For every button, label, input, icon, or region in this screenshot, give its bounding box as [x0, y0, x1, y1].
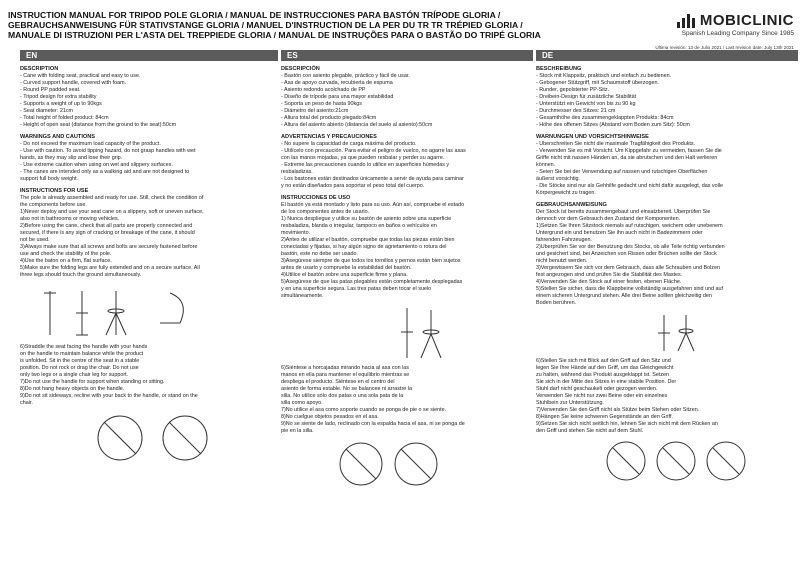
illustration-setup-steps: [20, 283, 278, 341]
text-line: conectadas y fijadas, si hay algún signo de agrietamiento o rotura del: [281, 244, 447, 250]
text-line: - Los bastones están destinados únicamente a servir de ayuda para caminar: [281, 176, 464, 182]
section-title: INSTRUCCIONES DE USO: [281, 195, 351, 201]
text-line: - Asiento redondo acolchado de PP: [281, 87, 366, 93]
en-after-fig: [20, 344, 278, 407]
text-line: - Supports a weight of up to 90kgs: [20, 101, 102, 107]
text-line: Stuhl darf nicht geschaukelt oder gezogen werden.: [536, 386, 658, 392]
text-line: - Die Stöcke sind nur als Gehhilfe gedacht und nicht dafür ausgelegt, das volle: [536, 183, 723, 189]
text-line: - Use with caution. To avoid tipping hazard, do not grasp handles with wet: [20, 148, 196, 154]
text-line: dennoch vor dem Gebrauch den Zustand der Komponenten.: [536, 216, 681, 222]
brand-logo: [644, 12, 794, 37]
text-line: 8)Do not hang heavy objects on the handle.: [20, 386, 125, 392]
text-line: silla. No utilice sólo dos patas o una sola pata de la: [281, 393, 404, 399]
text-line: bastón, este no debe ser usado.: [281, 251, 359, 257]
text-line: - Curved support handle, covered with foam.: [20, 80, 127, 86]
text-line: - Cane with folding seat, practical and easy to use.: [20, 73, 141, 79]
section-title: GEBRAUCHSANWEISUNG: [536, 202, 607, 208]
text-line: resbaladizas.: [281, 169, 313, 175]
text-line: 7)No utilice el asa como soporte cuando se ponga de pie o se siente.: [281, 407, 447, 413]
section-title: WARNUNGEN UND VORSICHTSHINWEISE: [536, 134, 649, 140]
text-line: - Soporta un peso de hasta 90kgs: [281, 101, 362, 107]
text-line: - Round PP padded seat.: [20, 87, 81, 93]
text-line: 3)Asegúrese siempre de que todos los tornillos y pernos están bien sujetos: [281, 258, 461, 264]
text-line: - Gesamthöhe des zusammengeklappten Produkts: 84cm: [536, 115, 674, 121]
text-line: 7)Verwenden Sie den Griff nicht als Stütze beim Stehen oder Sitzen.: [536, 407, 700, 413]
text-line: - Bastón con asiento plegable, práctico y fácil de usar.: [281, 73, 410, 79]
text-line: 6)Siéntese a horcajadas mirando hacia al asa con las: [281, 365, 409, 371]
text-line: pie en la silla.: [281, 428, 314, 434]
text-line: zu halten, während das Produkt ausgeklappt ist. Setzen: [536, 372, 670, 378]
illustration-warnings: [20, 411, 278, 465]
text-line: - Utilícelo con precaución. Para evitar el peligro de vuelco, no agarre las asas: [281, 148, 466, 154]
text-line: - Gebogener Stützgriff, mit Schaumstoff überzogen.: [536, 80, 659, 86]
text-line: 7)Do not use the handle for support when standing or sitting.: [20, 379, 165, 385]
text-line: is unfolded. Sit in the centre of the seat in a stable: [20, 358, 140, 364]
es-after-fig: [281, 365, 533, 435]
text-line: support full body weight.: [20, 176, 79, 182]
text-line: nicht benutzt werden.: [536, 258, 588, 264]
column-de: [536, 50, 798, 566]
text-line: 5)Stellen Sie sicher, dass die Klappbeine vollständig ausgefahren sind und auf: [536, 286, 724, 292]
revision-date: Última revisión: 13 de Julio 2021 / Last revision date: July 13th 2021: [655, 45, 794, 50]
es-sections: [281, 66, 533, 300]
text-line: Verwenden Sie nicht nur zwei Beine oder ein einzelnes: [536, 393, 668, 399]
text-line: y en una superficie segura. Las tres patas deben tocar el suelo: [281, 286, 432, 292]
text-line: - Asa de apoyo curvada, recubierta de espuma: [281, 80, 393, 86]
text-line: Sie sich in der Mitte des Sitzes in eine stabile Position. Der: [536, 379, 677, 385]
lang-header-en: EN: [20, 50, 278, 61]
text-line: simultáneamente.: [281, 293, 324, 299]
brand-name: MOBICLINIC: [699, 12, 794, 29]
text-line: chair.: [20, 400, 33, 406]
text-line: - Diseño de trípode para una mayor estabilidad: [281, 94, 394, 100]
illustration-warnings: [281, 439, 533, 489]
text-line: fest angezogen sind und prüfen Sie die Stabilität des Mastes.: [536, 272, 683, 278]
text-line: und gesichert sind, bei Anzeichen von Rissen oder Brüchen sollte der Stock: [536, 251, 717, 257]
text-line: 5)Make sure the folding legs are fully extended and on a secure surface. All: [20, 265, 200, 271]
text-line: 3)Vergewissern Sie sich vor dem Gebrauch, dass alle Schrauben und Bolzen: [536, 265, 720, 271]
text-line: despliega el producto. Siéntese en el centro del: [281, 379, 395, 385]
text-line: Boden berühren.: [536, 300, 577, 306]
text-line: 9)Setzen Sie sich nicht seitlich hin, lehnen Sie sich nicht mit dem Rücken an: [536, 421, 718, 427]
text-line: El bastón ya está montado y listo para su uso. Aún así, compruebe el estado: [281, 202, 465, 208]
text-line: 8)Hängen Sie keine schweren Gegenstände an den Griff.: [536, 414, 673, 420]
en-sections: [20, 66, 278, 279]
text-line: 5)Asegúrese de que las patas plegables están completamente desplegadas: [281, 279, 463, 285]
text-line: 2)Before using the cane, check that all parts are properly connected and: [20, 223, 193, 229]
text-line: resbaladiza, blanda o irregular, tampoco en baños o vehículos en: [281, 223, 437, 229]
text-line: 4)Use the baton on a firm, flat surface.: [20, 258, 112, 264]
text-line: Der Stock ist bereits zusammengebaut und einsatzbereit. Überprüfen Sie: [536, 209, 711, 215]
text-line: also not in bathrooms or moving vehicles.: [20, 216, 120, 222]
text-line: - Use extreme caution when using on wet and slippery surfaces.: [20, 162, 173, 168]
text-line: the components before use.: [20, 202, 87, 208]
text-line: 9)No se siente de lado, reclinado con la espalda hacia el asa, ni se ponga de: [281, 421, 465, 427]
text-line: silla como apoyo.: [281, 400, 323, 406]
text-line: 3)Always make sure that all screws and bolts are securely fastened before: [20, 244, 198, 250]
text-line: 8)No cuelgue objetos pesados en el asa.: [281, 414, 379, 420]
text-line: einem sicheren Untergrund stehen. Alle drei Beine sollten gleichzeitig den: [536, 293, 712, 299]
text-line: - Stock mit Klappsitz, praktisch und einfach zu bedienen.: [536, 73, 672, 79]
section-title: WARNINGS AND CAUTIONS: [20, 134, 95, 140]
section-title: DESCRIPTION: [20, 66, 59, 72]
text-line: den Griff und stehen Sie nicht auf dem Stuhl.: [536, 428, 644, 434]
text-line: - No supere la capacidad de carga máxima del producto.: [281, 141, 417, 147]
text-line: - Altura total del producto plegado:84cm: [281, 115, 377, 121]
text-line: fahrenden Fahrzeugen.: [536, 237, 593, 243]
logo-icon: [677, 14, 695, 28]
title-line: MANUALE DI ISTRUZIONI PER L'ASTA DEL TREPPIEDE GLORIA / MANUAL DE INSTRUÇÕES PARA O BASTÃO DO TRIPÉ GLORIA: [8, 30, 541, 40]
text-line: - Altura del asiento abierto (distancia del suelo al asiento):50cm: [281, 122, 433, 128]
text-line: - Total height of folded product: 84cm: [20, 115, 109, 121]
text-line: not be used.: [20, 237, 50, 243]
text-line: 6)Straddle the seat facing the handle with your hands: [20, 344, 148, 350]
text-line: hands, as they may slip and lose their grip.: [20, 155, 123, 161]
text-line: können.: [536, 162, 556, 168]
title-line: INSTRUCTION MANUAL FOR TRIPOD POLE GLORIA / MANUAL DE INSTRUCCIONES PARA BASTÓN TRÍPODE GLORIA /: [8, 10, 501, 20]
text-line: The pole is already assembled and ready for use. Still, check the condition of: [20, 195, 204, 201]
text-line: - Seien Sie bei der Verwendung auf nassen und rutschigen Oberflächen: [536, 169, 708, 175]
text-line: legen Sie Ihre Hände auf den Griff, um das Gleichgewicht: [536, 365, 674, 371]
text-line: 4)Verwenden Sie den Stock auf einer festen, ebenen Fläche.: [536, 279, 682, 285]
text-line: - Dreibein-Design für zusätzliche Stabilität: [536, 94, 637, 100]
text-line: - Diámetro del asiento:21cm: [281, 108, 349, 114]
lang-header-de: DE: [536, 50, 798, 61]
text-line: - The canes are intended only as a walking aid and are not designed to: [20, 169, 190, 175]
text-line: 1)Setzen Sie Ihren Sitzstock niemals auf rutschigen, weichem oder unebenem: [536, 223, 723, 229]
title-line: GEBRAUCHSANWEISUNG FÜR STATIVSTANGE GLORIA / MANUEL D'INSTRUCTION DE LA PER DU TR TR TRÉPIED GLORIA /: [8, 20, 523, 30]
de-after-fig: [536, 358, 798, 435]
text-line: antes de usarlo y compruebe la estabilidad del bastón.: [281, 265, 412, 271]
text-line: 9)Do not sit sideways, recline with your back to the handle, or stand on the: [20, 393, 198, 399]
section-title: DESCRIPCIÓN: [281, 66, 320, 72]
text-line: manos en ella para mantener el equilibrio mientras se: [281, 372, 410, 378]
text-line: de los componentes antes de usarlo.: [281, 209, 370, 215]
text-line: - Height of open seat (distance from the ground to the seat):50cm: [20, 122, 177, 128]
text-line: asiento de forma estable. No se balancee ni arrastre la: [281, 386, 412, 392]
text-line: - Runder, gepolsterter PP-Sitz.: [536, 87, 610, 93]
text-line: three legs should touch the ground simultaneously.: [20, 272, 142, 278]
text-line: con las manos mojadas, ya que pueden resbalar y perder su agarre.: [281, 155, 445, 161]
text-line: äußerst vorsichtig.: [536, 176, 581, 182]
column-es: [281, 50, 533, 566]
de-sections: [536, 66, 798, 307]
section-title: INSTRUCTIONS FOR USE: [20, 188, 89, 194]
text-line: use and check the stability of the pole.: [20, 251, 112, 257]
brand-tagline: Spanish Leading Company Since 1985: [681, 30, 794, 37]
text-line: Untergrund ein und benutzen Sie ihn auch nicht in Badezimmern oder: [536, 230, 703, 236]
text-line: 2)Überprüfen Sie vor der Benutzung des Stocks, ob alle Teile richtig verbunden: [536, 244, 725, 250]
text-line: position. Do not rock or drag the chair. Do not use: [20, 365, 139, 371]
text-line: 2)Antes de utilizar el bastón, compruebe que todas las piezas están bien: [281, 237, 455, 243]
text-line: secured, if there is any sign of cracking or breakage of the cane, it should: [20, 230, 195, 236]
text-line: 1)Never deploy and use your seat cane on a slippery, soft or uneven surface,: [20, 209, 204, 215]
page-header: [8, 8, 800, 52]
text-line: - Tripod design for extra stability: [20, 94, 97, 100]
section-title: ADVERTENCIAS Y PRECAUCIONES: [281, 134, 377, 140]
text-line: - Seat diameter: 21cm: [20, 108, 74, 114]
text-line: - Unterstützt ein Gewicht von bis zu 90 kg: [536, 101, 636, 107]
text-line: - Höhe des offenen Sitzes (Abstand vom Boden zum Sitz): 50cm: [536, 122, 690, 128]
text-line: y no están diseñados para soportar el peso total del cuerpo.: [281, 183, 425, 189]
text-line: Körpergewicht zu tragen.: [536, 190, 596, 196]
text-line: only two legs or a single chair leg for support.: [20, 372, 129, 378]
text-line: - Durchmesser des Sitzes: 21 cm: [536, 108, 616, 114]
illustration-warnings: [536, 439, 798, 483]
manual-title: [8, 10, 608, 40]
text-line: 6)Stellen Sie sich mit Blick auf den Griff auf den Sitz und: [536, 358, 671, 364]
lang-header-es: ES: [281, 50, 533, 61]
illustration-setup-steps: [281, 304, 533, 362]
text-line: 4)Utilice el bastón sobre una superficie firme y plana.: [281, 272, 408, 278]
text-line: movimiento.: [281, 230, 311, 236]
text-line: on the handle to maintain balance while the product: [20, 351, 144, 357]
text-line: Stuhlbein zur Unterstützung.: [536, 400, 605, 406]
text-line: - Überschreiten Sie nicht die maximale Tragfähigkeit des Produkts.: [536, 141, 696, 147]
text-line: 1) Nunca despliegue y utilice su bastón de asiento sobre una superficie: [281, 216, 452, 222]
text-line: - Extreme las precauciones cuando lo utilice en superficies húmedas y: [281, 162, 450, 168]
text-line: - Do not exceed the maximum load capacity of the product.: [20, 141, 161, 147]
illustration-setup-steps: [536, 311, 798, 355]
column-en: [20, 50, 278, 566]
section-title: BESCHREIBUNG: [536, 66, 582, 72]
text-line: Griffe nicht mit nassen Händen an, da sie abrutschen und den Halt verlieren: [536, 155, 718, 161]
text-line: - Verwenden Sie es mit Vorsicht. Um Kippgefahr zu vermeiden, fassen Sie die: [536, 148, 722, 154]
